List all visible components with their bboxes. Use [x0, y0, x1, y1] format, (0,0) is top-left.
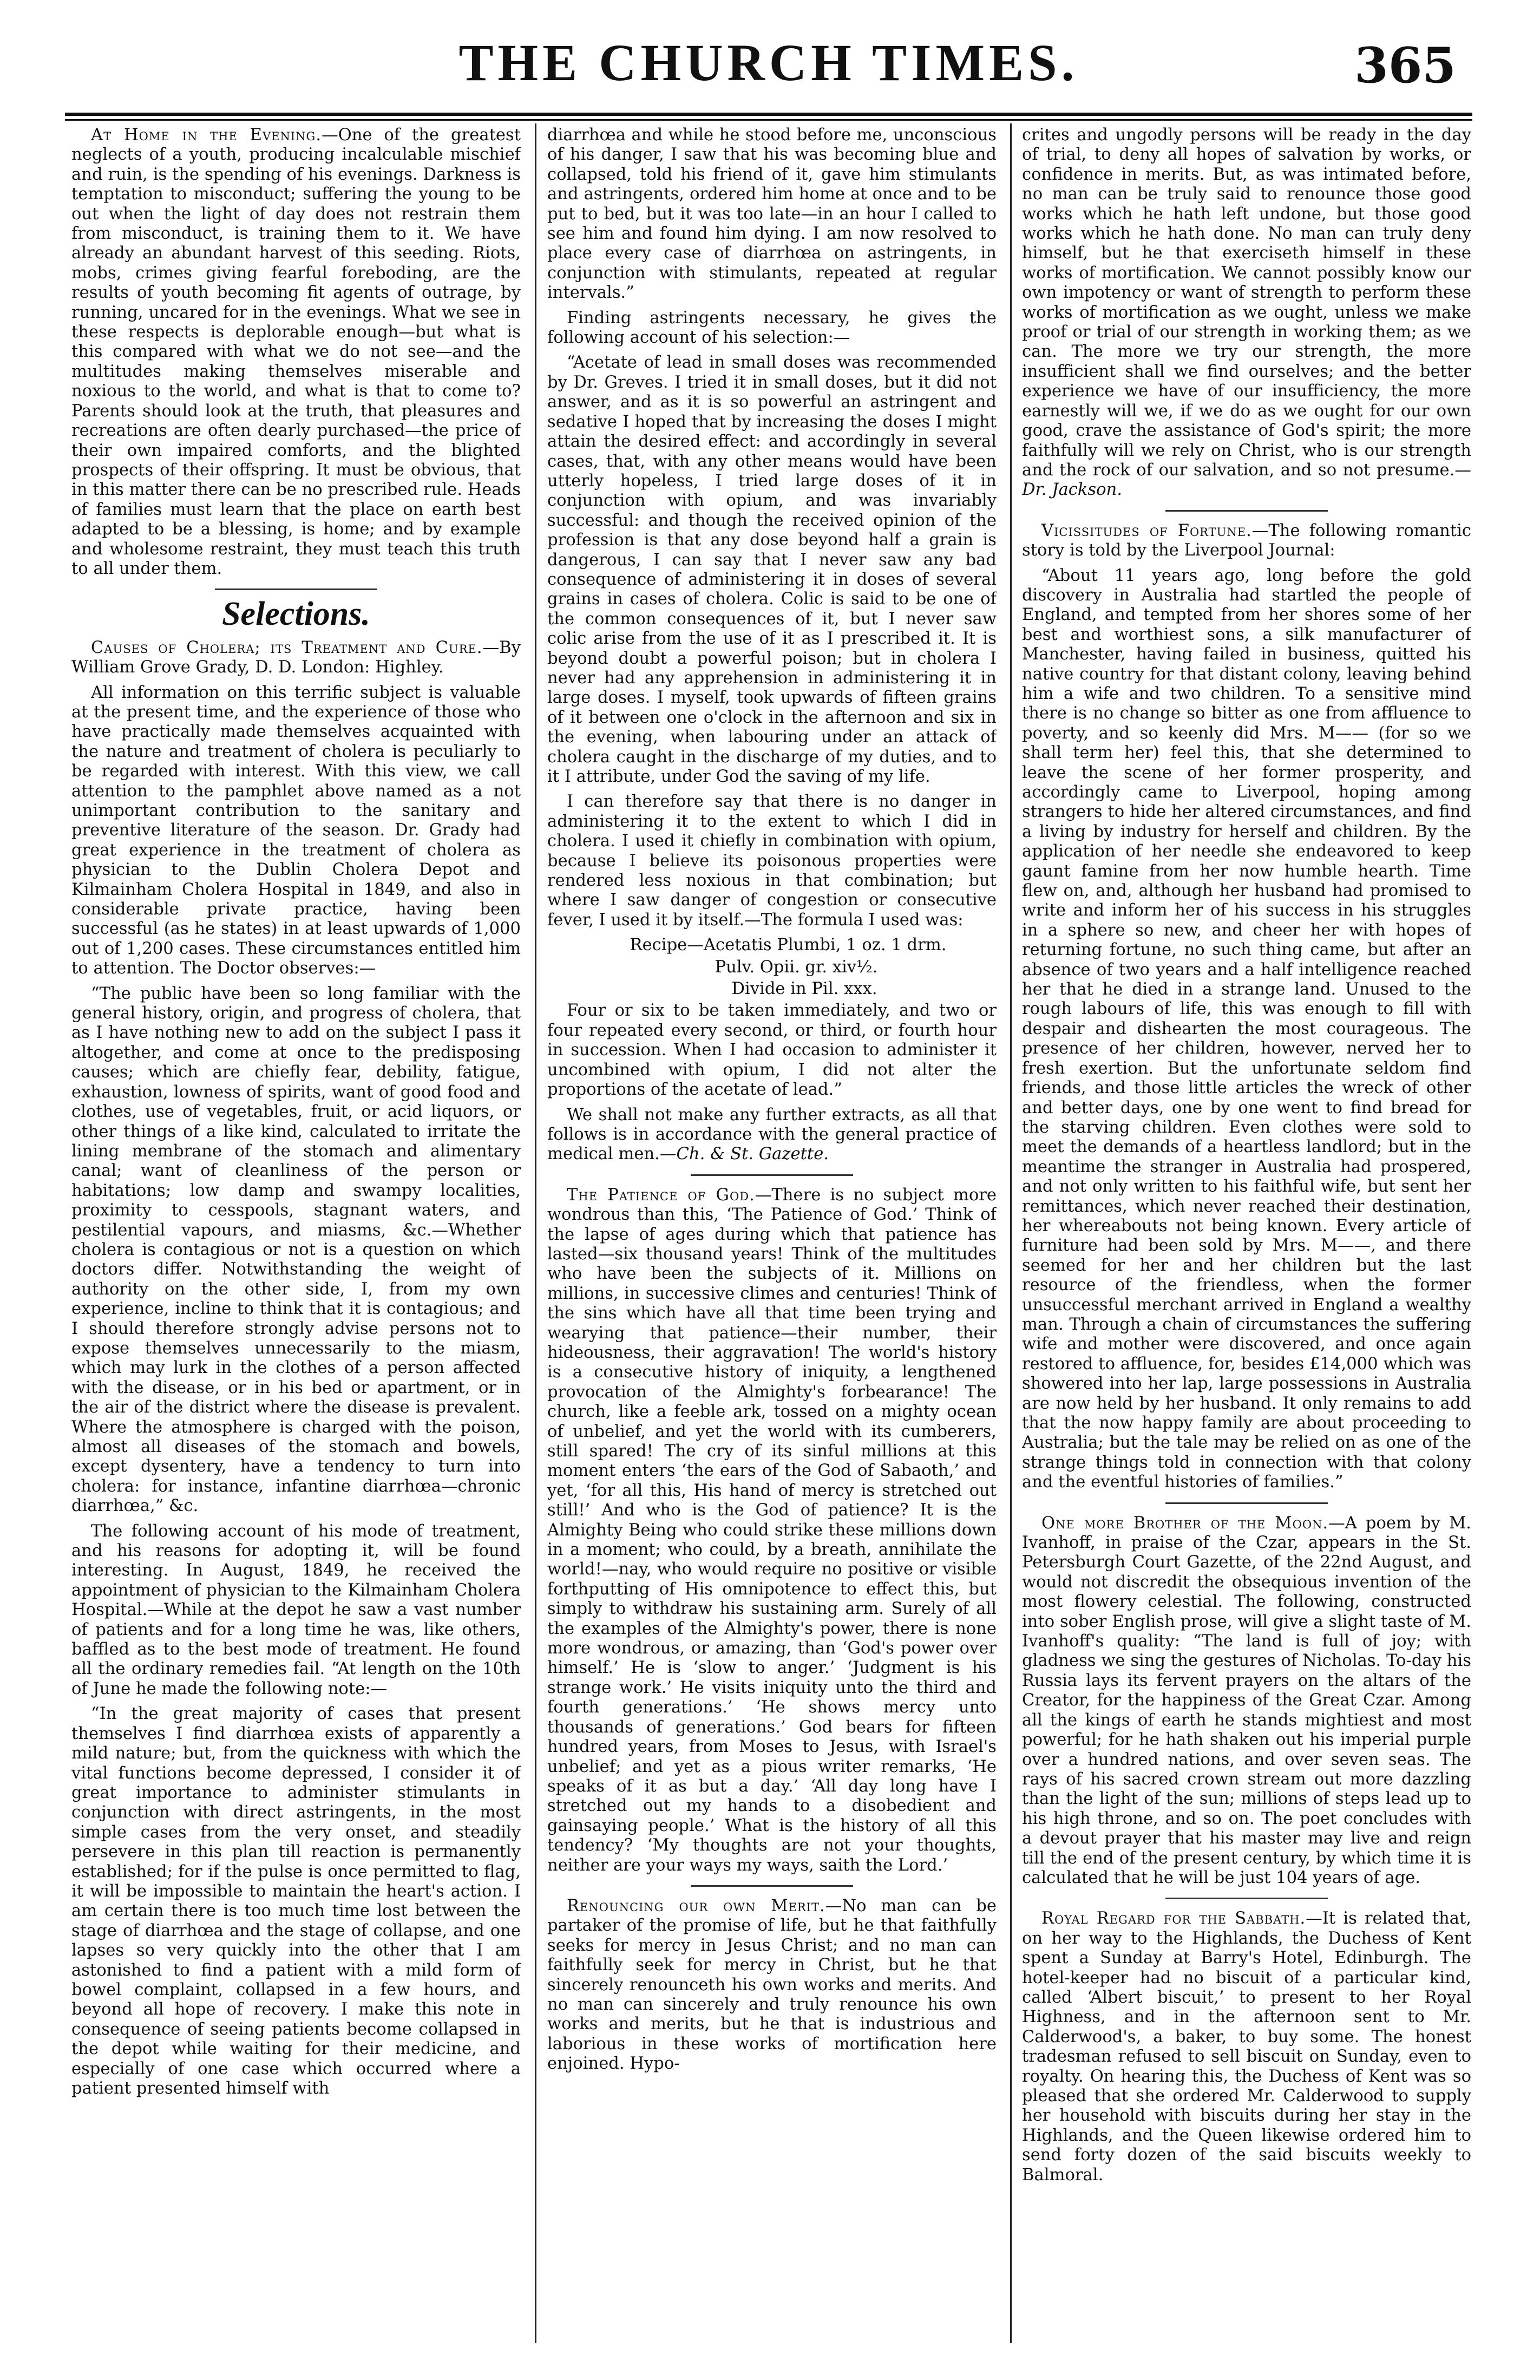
column-3 — [1022, 126, 1471, 2340]
article-cholera-title — [71, 638, 521, 678]
section-separator — [691, 1174, 853, 1176]
section-separator — [1165, 1898, 1328, 1899]
recipe-line: Recipe—Acetatis Plumbi, 1 oz. 1 drm. — [630, 936, 947, 955]
article-royal-sabbath — [1022, 1909, 1471, 2185]
column-2 — [547, 126, 997, 2340]
article-heading: At Home in the Evening. — [91, 126, 322, 145]
article-body: —A poem by M. Ivanhoff, in praise of the Czar, appears in the St. Petersburgh Court Gazette, of the 22nd August, and would not discredit the obsequious invention of the most flowery celestial. The following, constructed into sober English prose, will give a slight taste of M. Ivanhoff's quality: “The land is full of joy; with gladness we sing the gestures of Nicholas. To-day his Russia lays its fervent prayers on the altars of the Creator, for the happiness of the Great Czar. Among all the kings of earth he stands mightiest and most powerful; for he hath shaken out his imperial purple over a hundred nations, and over seven seas. The rays of his sacred crown stream out more dazzling than the light of the sun; millions of steps lead up to his high throne, and so on. The poet concludes with a devout prayer that his master may live and reign till the end of the present century, by which time it is calculated that he will be just 104 years of age. — [1022, 1513, 1471, 1887]
section-separator — [1165, 510, 1328, 512]
section-heading: Selections. — [222, 596, 370, 633]
article-brother-of-moon — [1022, 1514, 1471, 1888]
article-byline: —By William Grove Grady, D. D. London: Highley. — [71, 638, 521, 677]
article-vicissitudes — [1022, 521, 1471, 561]
page-title: THE CHURCH TIMES. — [458, 34, 1079, 91]
article-heading: Royal Regard for the Sabbath. — [1041, 1909, 1306, 1928]
article-body: —There is no subject more wondrous than this, ‘The Patience of God.’ Think of the lapse of ages during which that patience has lasted—six thousand years! Think of the multitudes who have been the subjects of it. Millions on millions, in successive climes and centuries! Think of the sins which have all that time been trying and wearying that patience—their number, their hideousness, their aggravation! The world's history is a consecutive history of iniquity, a lengthened provocation of the Almighty's forbearance! The church, like a feeble ark, tossed on a mighty ocean of unbelief, and yet the world with its cumberers, still spared! The cry of its sinful millions at this moment enters ‘the ears of the God of Sabaoth,’ and yet, ‘for all this, His hand of mercy is stretched out still!’ And who is the God of patience? It is the Almighty Being who could strike these millions down in a moment; who could, by a breath, annihilate the world!—nay, who would require no positive or visible forthputting of His omnipotence to effect this, but simply to withdraw his sustaining arm. Surely of all the examples of the Almighty's power, there is none more wondrous, or amazing, than ‘God's power over himself.’ He is ‘slow to anger.’ ‘Judgment is his strange work.’ He visits iniquity unto the third and fourth generations.’ ‘He shows mercy unto thousands of generations.’ God bears for fifteen hundred years, from Moses to Jesus, with Israel's unbelief; and yet as a pious writer remarks, ‘He speaks of it as but a day.’ ‘All day long have I stretched out my hands to a disobedient and gainsaying people.’ What is the history of all this tendency? ‘My thoughts are not your thoughts, neither are your ways my ways, saith the Lord.’ — [547, 1185, 997, 1875]
masthead — [81, 22, 1456, 108]
article-paragraph: Four or six to be taken immediately, and two or four repeated every second, or third, or fourth hour in succession. When I had occasion to administer it uncombined with opium, I did not alter the proportions of the acetate of lead.” — [547, 1001, 997, 1100]
article-paragraph — [1022, 126, 1471, 500]
recipe-line: Pulv. Opii. gr. xiv½. — [715, 957, 878, 977]
article-paragraph: The following account of his mode of treatment, and his reasons for adopting it, will be found interesting. In August, 1849, he received the appointment of physician to the Kilmainham Cholera Hospital.—While at the depot he saw a vast number of patients and for a long time he was, like others, baffled as to the best mode of treatment. He found all the ordinary remedies fail. “At length on the 10th of June he made the following note:— — [71, 1521, 521, 1698]
section-separator — [215, 589, 377, 590]
article-source: —Ch. & St. Gazette. — [659, 1145, 829, 1164]
article-body: crites and ungodly persons will be ready in the day of trial, to deny all hopes of salvation by works, or confidence in merits. But, as was intimated before, no man can be truly said to renounce those good works which he hath left undone, but those good works which he hath done. No man can truly deny himself, but he that exerciseth himself in these works of mortification. We cannot possibly know our own impotency or want of strength to perform these works of mortification as we ought, unless we make proof or trial of our strength in working them; as we can. The more we try our strength, the more insufficient shall we find ourselves; and the better experience we have of our insufficiency, the more earnestly will we, if we do as we ought for our own good, crave the assistance of God's spirit; the more faithfully will we rely on Christ, who is our strength and the rock of our salvation, and so not presume. — [1022, 126, 1471, 480]
masthead-rule — [65, 113, 1472, 116]
page-number: 365 — [1354, 37, 1456, 94]
article-paragraph: “The public have been so long familiar with the general history, origin, and progress of cholera, that as I have nothing new to add on the subject I pass it altogether, and come at once to the predisposing causes; which are chiefly fear, debility, fatigue, exhaustion, lowness of spirits, want of good food and clothes, use of vegetables, fruit, or acid liquors, or other things of a like kind, calculated to irritate the lining membrane of the stomach and alimentary canal; want of cleanliness of the person or habitations; low damp and swampy localities, proximity to cesspools, stagnant waters, and pestilential vapours, and miasms, &c.—Whether cholera is contagious or not is a question on which doctors differ. Notwithstanding the weight of authority on the other side, I, from my own experience, incline to think that it is contagious; and I should therefore strongly advise persons not to expose themselves unnecessarily to the miasm, which may lurk in the clothes of a person affected with the disease, or in his bed or apartment, or in the air of the district where the disease is prevalent. Where the atmosphere is charged with the poison, almost all diseases of the stomach and bowels, except dysentery, have a tendency to turn into cholera: for instance, infantine diarrhœa—chronic diarrhœa,” &c. — [71, 984, 521, 1516]
article-patience-of-god — [547, 1186, 997, 1875]
article-renouncing-merit — [547, 1897, 997, 2074]
article-paragraph: I can therefore say that there is no danger in administering it to the extent to which I did in cholera. I used it chiefly in combination with opium, because I believe its poisonous properties were rendered less noxious in that combination; but where I saw danger of congestion or consecutive fever, I used it by itself.—The formula I used was: — [547, 792, 997, 930]
column-divider — [1010, 123, 1012, 2343]
article-paragraph — [547, 1106, 997, 1165]
article-heading: Causes of Cholera; its Treatment and Cure. — [91, 638, 483, 657]
recipe-line: Divide in Pil. xxx. — [731, 979, 877, 999]
article-heading: One more Brother of the Moon. — [1041, 1513, 1329, 1533]
section-separator — [691, 1885, 853, 1887]
article-paragraph: “About 11 years ago, long before the gold discovery in Australia had startled the people of England, and tempted from her shores some of her best and worthiest sons, a silk manufacturer of Manchester, having failed in business, quitted his native country for that distant colony, leaving behind him a wife and two children. To a sensitive mind there is no change so bitter as one from affluence to poverty, and so keenly did Mrs. M—— (for so we shall term her) feel this, that she determined to leave the scene of her former prosperity, and accordingly came to Liverpool, hoping among strangers to hide her altered circumstances, and find a living by industry for herself and children. By the application of her needle she endeavored to keep gaunt famine from her now humble hearth. Time flew on, and, although her husband had promised to write and inform her of his success in his struggles in a sphere so new, and cheer her with hopes of returning fortune, no such thing came, but after an absence of two years and a half intelligence reached her that he died in a strange land. Unused to the rough labours of life, this was enough to fill with despair and dishearten the most courageous. The presence of her children, however, nerved her to fresh exertion. But the unfortunate seldom find friends, and those little articles the wreck of other and better days, one by one went to find bread for the starving children. Even clothes were sold to meet the demands of a heartless landlord; but in the meantime the stranger in Australia had prospered, and not only written to his faithful wife, but sent her remittances, which never reached their destination, her whereabouts not being known. Every article of furniture had been sold by Mrs. M——, and there seemed for her and her children but the last resource of the friendless, when the former unsuccessful merchant arrived in England a wealthy man. Through a chain of circumstances the suffering wife and mother were discovered, and once again restored to affluence, for, besides £14,000 which was showered into her lap, large possessions in Australia are now held by her husband. It only remains to add that the now happy family are about proceeding to Australia; but the tale may be relied on as one of the strange things told in connection with that colony and the eventful histories of families.” — [1022, 566, 1471, 1492]
column-divider — [535, 123, 536, 2343]
article-body: —The following romantic story is told by the Liverpool Journal: — [1022, 521, 1471, 560]
article-heading: Renouncing our own Merit. — [567, 1896, 825, 1915]
article-source: —Dr. Jackson. — [1022, 460, 1471, 500]
article-body: —It is related that, on her way to the Highlands, the Duchess of Kent spent a Sunday at Barry's Hotel, Edinburgh. The hotel-keeper had no biscuit of a particular kind, called ‘Albert biscuit,’ to present to her Royal Highness, and in the afternoon sent to Mr. Calderwood's, a baker, to buy some. The honest tradesman refused to sell biscuit on Sunday, even to royalty. On hearing this, the Duchess of Kent was so pleased that she ordered Mr. Calderwood to supply her household with biscuits during her stay in the Highlands, and the Queen likewise ordered him to send forty dozen of the said biscuits weekly to Balmoral. — [1022, 1909, 1471, 2185]
article-body: —One of the greatest neglects of a youth, producing incalculable mischief and ruin, is the spending of his evenings. Darkness is temptation to misconduct; suffering the young to be out when the light of day does not restrain them from misconduct, is training them to it. We have already an abundant harvest of this seeding. Riots, mobs, crimes giving fearful foreboding, are the results of youth becoming fit agents of outrage, by running, uncared for in the evenings. What we see in these respects is deplorable enough—but what is this compared with what we do not see—and the multitudes making themselves miserable and noxious to the world, and what is that to come to? Parents should look at the truth, that pleasures and recreations are often dearly purchased—the price of their own impaired comforts, and the blighted prospects of their offspring. It must be obvious, that in this matter there can be no prescribed rule. Heads of families must learn that the place on earth best adapted to be a blessing, is home; and by example and wholesome restraint, they must teach this truth to all under them. — [71, 126, 521, 578]
article-heading: The Patience of God. — [567, 1185, 755, 1205]
article-paragraph: All information on this terrific subject is valuable at the present time, and the experience of those who have practically made themselves acquainted with the nature and treatment of cholera is peculiarly to be regarded with interest. With this view, we call attention to the pamphlet above named as a not unimportant contribution to the sanitary and preventive literature of the season. Dr. Grady had great experience in the treatment of cholera as physician to the Dublin Cholera Depot and Kilmainham Cholera Hospital in 1849, and also in considerable private practice, having been successful (as he states) in at least upwards of 1,000 out of 1,200 cases. These circumstances entitled him to attention. The Doctor observes:— — [71, 683, 521, 978]
article-body: We shall not make any further extracts, as all that follows is in accordance with the general practice of medical men. — [547, 1105, 997, 1164]
article-paragraph: Finding astringents necessary, he gives the following account of his selection:— — [547, 308, 997, 348]
article-body: —No man can be partaker of the promise of life, but he that faithfully seeks for mercy in Jesus Christ; and no man can faithfully seek for mercy in Christ, but he that sincerely renounceth his own works and merits. And no man can sincerely and truly renounce his own works and merits, but he that is industrious and laborious in these works of mortification here enjoined. Hypo- — [547, 1896, 997, 2074]
article-heading: Vicissitudes of Fortune. — [1041, 521, 1252, 540]
article-paragraph: “Acetate of lead in small doses was recommended by Dr. Greves. I tried it in small doses, but it did not answer, and as it is so powerful an astringent and sedative I hoped that by increasing the doses I might attain the desired effect: and accordingly in several cases, that, with any other means would have been utterly hopeless, I tried large doses of it in conjunction with opium, and was invariably successful: and though the received opinion of the profession is that any dose beyond half a grain is dangerous, I can say that I never saw any bad consequence of administering it in doses of several grains in cases of cholera. Colic is said to be one of the common consequences of it, but I never saw colic arise from the use of it as I prescribed it. It is beyond doubt a powerful poison; but in cholera I never had any apprehension in administering it in large doses. I myself, took upwards of fifteen grains of it between one o'clock in the afternoon and six in the evening, when labouring under an attack of cholera caught in the discharge of my duties, and to it I attribute, under God the saving of my life. — [547, 353, 997, 786]
article-paragraph: diarrhœa and while he stood before me, unconscious of his danger, I saw that his was becoming blue and collapsed, told his friend of it, gave him stimulants and astringents, ordered him home at once and to be put to bed, but it was too late—in an hour I called to see him and found him dying. I am now resolved to place every case of diarrhœa on astringents, in conjunction with stimulants, repeated at regular intervals.” — [547, 126, 997, 303]
masthead-rule-thin — [65, 119, 1472, 121]
article-paragraph: “In the great majority of cases that present themselves I find diarrhœa exists of apparently a mild nature; but, from the quickness with which the vital functions become depressed, I consider it of great importance to administer stimulants in conjunction with direct astringents, in the most simple cases from the very onset, and steadily persevere in this plan till reaction is permanently established; for if the pulse is once permitted to flag, it will be impossible to maintain the heart's action. I am certain there is too much time lost between the stage of diarrhœa and the stage of collapse, and one lapses so very quickly into the other that I am astonished to find a patient with a mild form of bowel complaint, collapsed in a few hours, and beyond all hope of recovery. I make this note in consequence of seeing patients become collapsed in the depot while waiting for their medicine, and especially of one case which occurred where a patient presented himself with — [71, 1704, 521, 2098]
article-home-evening — [71, 126, 521, 579]
column-1 — [71, 126, 521, 2340]
section-separator — [1165, 1502, 1328, 1504]
